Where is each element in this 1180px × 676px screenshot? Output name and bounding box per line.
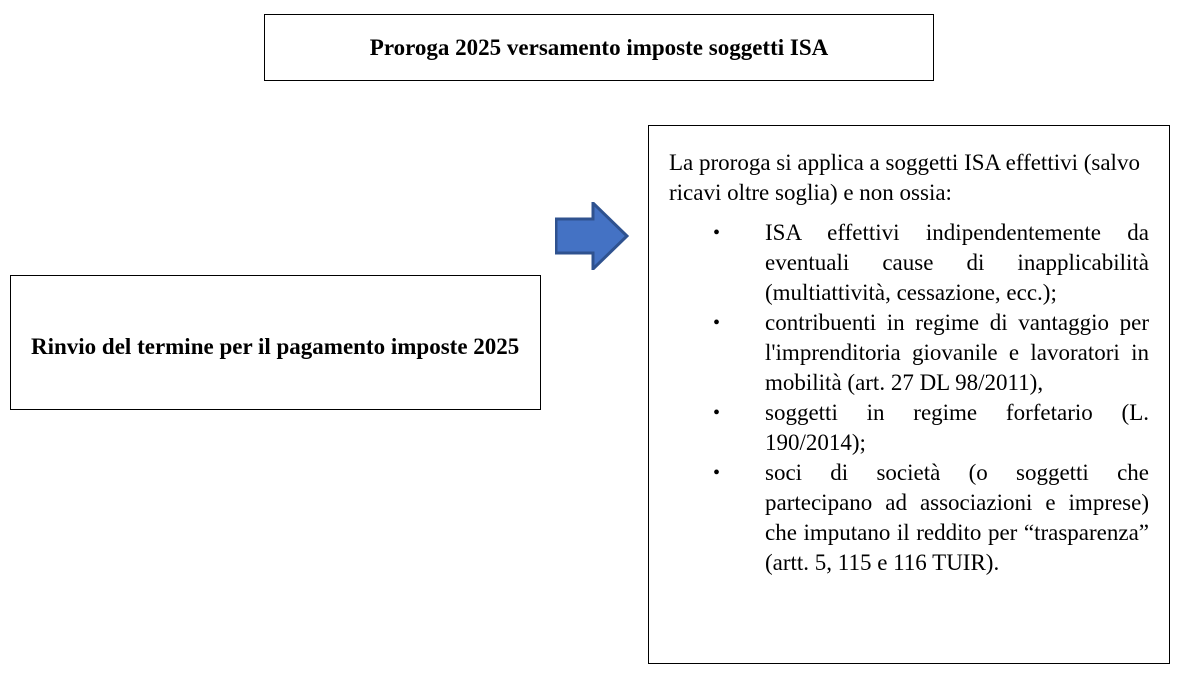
deadline-deferral-box — [10, 275, 541, 410]
list-item-text: soggetti in regime forfetario (L. 190/2014); — [765, 400, 1149, 455]
list-item — [669, 398, 1149, 458]
diagram-title: Proroga 2025 versamento imposte soggetti ISA — [369, 34, 829, 60]
applicability-list — [669, 218, 1149, 578]
bullet-icon: • — [713, 402, 721, 424]
list-item — [669, 458, 1149, 578]
list-item-text: soci di società (o soggetti che partecipano ad associazioni e imprese) che imputano il reddito per “trasparenza” (artt. 5, 115 e 116 TUIR). — [765, 460, 1149, 575]
title-box — [264, 14, 934, 81]
applicability-intro: La proroga si applica a soggetti ISA effettivi (salvo ricavi oltre soglia) e non ossia: — [669, 150, 1140, 205]
arrow-shape — [556, 203, 627, 269]
list-item — [669, 218, 1149, 308]
applicability-box — [648, 125, 1170, 664]
bullet-icon: • — [713, 462, 721, 484]
list-item-text: ISA effettivi indipendentemente da eventuali cause di inapplicabilità (multiattività, cessazione, ecc.); — [765, 220, 1149, 305]
deadline-deferral-text: Rinvio del termine per il pagamento imposte 2025 — [31, 333, 520, 359]
list-item-text: contribuenti in regime di vantaggio per l'imprenditoria giovanile e lavoratori in mobilità (art. 27 DL 98/2011), — [765, 310, 1149, 395]
right-arrow-icon — [555, 202, 629, 270]
bullet-icon: • — [713, 312, 721, 334]
bullet-icon: • — [713, 222, 721, 244]
list-item — [669, 308, 1149, 398]
